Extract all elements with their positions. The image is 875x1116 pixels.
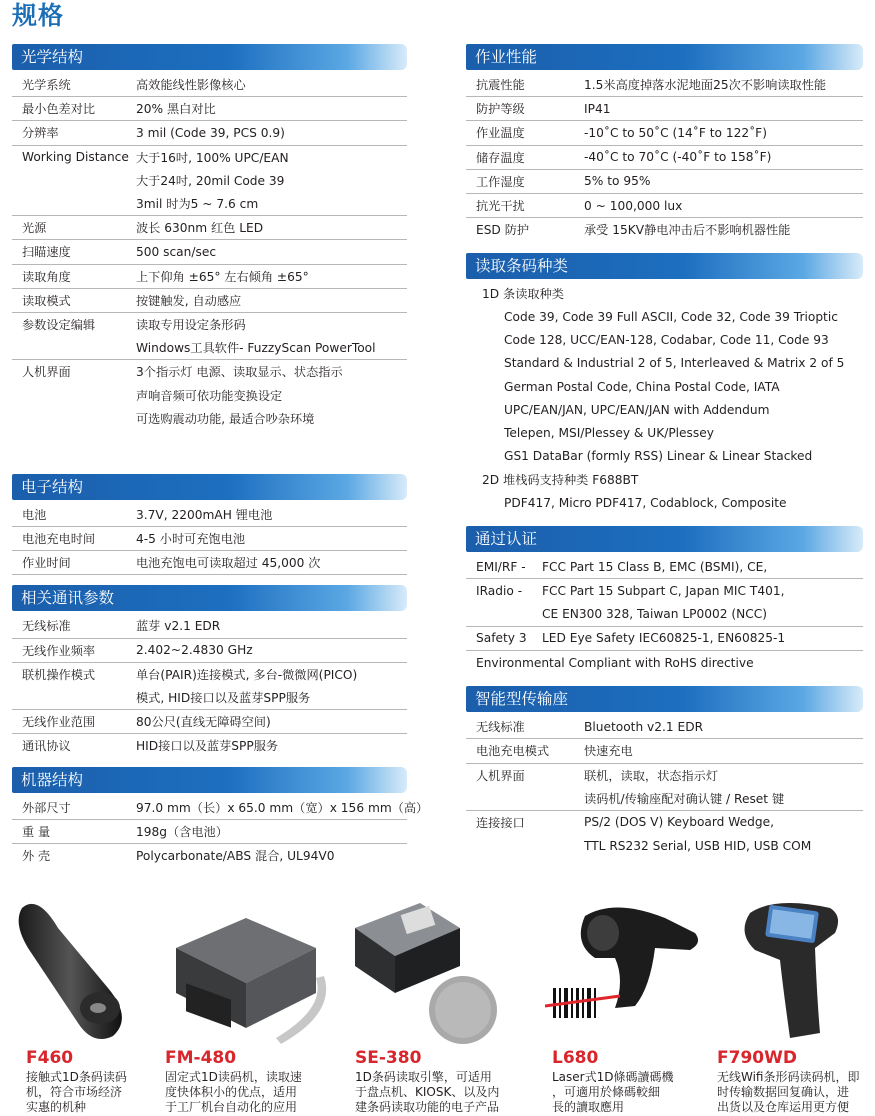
spec-line	[12, 265, 407, 288]
spec-line	[12, 216, 407, 239]
spec-line	[466, 97, 863, 120]
spec-value: FCC Part 15 Subpart C, Japan MIC T401,	[542, 583, 785, 598]
spec-line	[12, 614, 407, 637]
spec-line	[12, 527, 407, 550]
spec-line	[12, 734, 407, 757]
spec-key: 读取角度	[22, 269, 71, 284]
product-strip	[0, 888, 875, 1116]
spec-key: 工作湿度	[476, 174, 525, 189]
spec-value: -10˚C to 50˚C (14˚F to 122˚F)	[584, 125, 767, 140]
spec-value: 1.5米高度掉落水泥地面25次不影响读取性能	[584, 78, 827, 93]
spec-row	[466, 764, 863, 811]
spec-section	[12, 767, 429, 868]
section-heading: 读取条码种类	[466, 253, 863, 279]
spec-key: 分辨率	[22, 126, 59, 141]
barcode-types-section	[466, 253, 863, 514]
spec-value: Environmental Compliant with RoHS directive	[476, 655, 754, 670]
product-l680	[545, 888, 705, 1048]
spec-line	[12, 169, 407, 192]
spec-value: Polycarbonate/ABS 混合, UL94V0	[136, 848, 335, 863]
spec-row	[12, 313, 407, 360]
spec-key: Working Distance	[22, 150, 129, 165]
spec-row	[466, 170, 863, 194]
spec-value: 波长 630nm 红色 LED	[136, 221, 264, 236]
spec-line	[12, 121, 407, 144]
barcode-1d-line: GS1 DataBar (formly RSS) Linear & Linear Stacked	[504, 449, 813, 464]
spec-line	[466, 787, 863, 810]
page-title: 规格	[12, 1, 65, 30]
spec-line	[12, 796, 429, 819]
spec-line	[466, 811, 863, 834]
spec-value: 声响音频可依功能变换设定	[136, 388, 283, 403]
spec-key: 无线作业范围	[22, 715, 96, 730]
spec-line	[466, 627, 863, 650]
spec-row	[466, 73, 863, 97]
spec-key: 无线标准	[476, 720, 525, 735]
spec-row	[466, 555, 863, 579]
section-heading: 机器结构	[12, 767, 407, 793]
spec-line	[12, 146, 407, 169]
spec-value: 3mil 时为5 ~ 7.6 cm	[136, 197, 259, 212]
spec-line	[12, 663, 407, 686]
spec-value: 按键触发, 自动感应	[136, 293, 242, 308]
spec-key: 连接接口	[476, 815, 525, 830]
spec-key: 无线作业频率	[22, 643, 96, 658]
spec-row	[12, 844, 407, 867]
spec-key: 人机界面	[22, 365, 71, 380]
spec-row	[12, 289, 407, 313]
product-f460	[8, 888, 138, 1043]
section-heading: 通过认证	[466, 526, 863, 552]
spec-row	[466, 218, 863, 241]
spec-line	[466, 715, 863, 738]
spec-row	[466, 97, 863, 121]
spec-line	[466, 555, 863, 578]
barcode-2d-line: PDF417, Micro PDF417, Codablock, Composite	[504, 495, 787, 510]
spec-row	[12, 216, 407, 240]
spec-line	[12, 73, 407, 96]
spec-value: FCC Part 15 Class B, EMC (BSMI), CE,	[542, 559, 768, 574]
product-name-l680: L680	[552, 1048, 599, 1068]
spec-line	[466, 73, 863, 96]
spec-row	[12, 146, 407, 217]
spec-line	[12, 551, 407, 574]
spec-key: 作业温度	[476, 126, 525, 141]
spec-value: 20% 黑白对比	[136, 102, 216, 117]
spec-line	[12, 686, 407, 709]
spec-key: ESD 防护	[476, 223, 530, 238]
spec-key: 扫瞄速度	[22, 245, 71, 260]
section-heading: 光学结构	[12, 44, 407, 70]
spec-value: 198g（含电池）	[136, 824, 228, 839]
spec-row	[12, 503, 407, 527]
spec-row	[466, 651, 863, 674]
product-desc-fm480: 固定式1D读码机，读取速 度快体积小的优点，适用 于工厂机台自动化的应用	[165, 1070, 302, 1114]
spec-value: Windows工具软件- FuzzyScan PowerTool	[136, 341, 376, 356]
spec-section	[12, 44, 407, 430]
spec-line	[466, 603, 863, 626]
spec-key: 读取模式	[22, 293, 71, 308]
spec-section	[466, 526, 863, 674]
spec-key: Safety 3	[476, 631, 527, 646]
spec-row	[12, 97, 407, 121]
spec-line	[12, 639, 407, 662]
barcode-2d-heading: 2D 堆栈码支持种类 F688BT	[482, 472, 639, 487]
spec-value: 承受 15KV静电冲击后不影响机器性能	[584, 223, 791, 238]
spec-value: 读码机/传输座配对确认键 / Reset 键	[584, 791, 785, 806]
spec-value: 快速充电	[584, 744, 633, 759]
spec-value: 3个指示灯 电源、读取显示、状态指示	[136, 365, 343, 380]
spec-row	[12, 360, 407, 430]
product-desc-se380: 1D条码读取引擎，可适用 于盘点机、KIOSK、以及内 建条码读取功能的电子产品	[355, 1070, 500, 1114]
spec-line	[12, 313, 407, 336]
right-column	[466, 44, 863, 857]
spec-line	[12, 240, 407, 263]
spec-row	[12, 240, 407, 264]
spec-value: 3.7V, 2200mAH 锂电池	[136, 507, 273, 522]
spec-key: IRadio -	[476, 583, 523, 598]
spec-key: 外部尺寸	[22, 800, 71, 815]
spec-value: 500 scan/sec	[136, 244, 217, 259]
spec-key: 重 量	[22, 824, 51, 839]
spec-value: 联机，读取，状态指示灯	[584, 768, 719, 783]
spec-value: 蓝芽 v2.1 EDR	[136, 619, 221, 634]
barcode-1d-line: Telepen, MSI/Plessey & UK/Plessey	[504, 426, 714, 441]
spec-value: TTL RS232 Serial, USB HID, USB COM	[584, 838, 812, 853]
spec-key: 最小色差对比	[22, 102, 96, 117]
spec-row	[466, 194, 863, 218]
section-heading: 相关通讯参数	[12, 585, 407, 611]
spec-section	[12, 585, 407, 757]
spec-row	[12, 527, 407, 551]
spec-row	[466, 739, 863, 763]
spec-value: 大于16吋, 100% UPC/EAN	[136, 150, 289, 165]
l680-scanner-image	[545, 888, 705, 1048]
spec-line	[12, 503, 407, 526]
spec-line	[12, 360, 407, 383]
spec-value: 读取专用设定条形码	[136, 317, 246, 332]
spec-key: 电池充电时间	[22, 532, 96, 547]
spec-row	[12, 551, 407, 575]
spec-line	[12, 710, 407, 733]
spec-key: 联机操作模式	[22, 667, 96, 682]
spec-section	[466, 44, 863, 241]
spec-line	[12, 336, 407, 359]
barcode-1d-line: Code 39, Code 39 Full ASCII, Code 32, Code 39 Trioptic	[504, 310, 838, 325]
spec-line	[466, 739, 863, 762]
spec-value: 可选购震动功能, 最适合吵杂环境	[136, 411, 315, 426]
spec-row	[12, 121, 407, 145]
spec-key: 外 壳	[22, 848, 51, 863]
spec-value: LED Eye Safety IEC60825-1, EN60825-1	[542, 631, 786, 646]
spec-key: EMI/RF -	[476, 559, 526, 574]
section-heading: 电子结构	[12, 474, 407, 500]
spec-line	[466, 764, 863, 787]
spec-key: 参数设定编辑	[22, 317, 96, 332]
spec-line	[12, 97, 407, 120]
spec-row	[466, 146, 863, 170]
spec-row	[12, 734, 407, 757]
spec-key: 光学系统	[22, 78, 71, 93]
spec-value: 高效能线性影像核心	[136, 78, 246, 93]
spec-line	[466, 651, 863, 674]
spec-line	[466, 170, 863, 193]
spec-line	[12, 192, 407, 215]
spec-row	[12, 820, 407, 844]
spec-row	[466, 121, 863, 145]
section-heading: 作业性能	[466, 44, 863, 70]
spec-value: 97.0 mm（长）x 65.0 mm（宽）x 156 mm（高）	[136, 800, 429, 815]
left-column	[12, 44, 429, 867]
se380-engine-image	[345, 888, 505, 1048]
spec-value: 模式, HID接口以及蓝芽SPP服务	[136, 691, 311, 706]
f790wd-scanner-image	[725, 888, 865, 1048]
barcode-1d-line: German Postal Code, China Postal Code, IATA	[504, 379, 780, 394]
spec-line	[466, 146, 863, 169]
spec-line	[12, 383, 407, 406]
barcode-1d-line: UPC/EAN/JAN, UPC/EAN/JAN with Addendum	[504, 402, 770, 417]
spec-key: 防护等级	[476, 102, 525, 117]
spec-line	[466, 218, 863, 241]
spec-value: 上下仰角 ±65° 左右倾角 ±65°	[136, 269, 309, 284]
spec-line	[466, 579, 863, 602]
spec-row	[12, 710, 407, 734]
product-desc-f460: 接触式1D条码读码 机，符合市场经济 实惠的机种	[26, 1070, 127, 1114]
product-name-f460: F460	[26, 1048, 74, 1068]
spec-value: 2.402~2.4830 GHz	[136, 643, 253, 658]
product-desc-f790wd: 无线Wifi条形码读码机，即 时传输数据回复确认，进 出货以及仓库运用更方便	[717, 1070, 860, 1114]
barcode-1d-line: Standard & Industrial 2 of 5, Interleaved & Matrix 2 of 5	[504, 356, 845, 371]
spec-row	[12, 663, 407, 710]
spec-value: Bluetooth v2.1 EDR	[584, 719, 704, 734]
spec-row	[12, 614, 407, 638]
spec-row	[12, 265, 407, 289]
product-f790wd	[725, 888, 865, 1048]
barcode-1d-heading: 1D 条读取种类	[482, 287, 564, 302]
section-heading: 智能型传输座	[466, 686, 863, 712]
spec-value: HID接口以及蓝芽SPP服务	[136, 739, 279, 754]
spec-line	[466, 194, 863, 217]
spec-row	[466, 715, 863, 739]
product-fm480	[166, 888, 336, 1048]
spec-key: 人机界面	[476, 768, 525, 783]
spec-value: 单台(PAIR)连接模式, 多台-微微网(PICO)	[136, 667, 358, 682]
spec-value: 80公尺(直线无障碍空间)	[136, 715, 271, 730]
spec-row	[466, 811, 863, 857]
product-desc-l680: Laser式1D條碼讀碼機 ，可適用於條碼較細 長的讀取應用	[552, 1070, 674, 1114]
spec-row	[12, 639, 407, 663]
spec-key: 抗震性能	[476, 78, 525, 93]
spec-value: 0 ~ 100,000 lux	[584, 198, 683, 213]
spec-row	[12, 73, 407, 97]
spec-key: 作业时间	[22, 556, 71, 571]
spec-section	[12, 474, 407, 576]
spec-value: -40˚C to 70˚C (-40˚F to 158˚F)	[584, 150, 772, 165]
spec-value: 4-5 小时可充饱电池	[136, 532, 246, 547]
spec-line	[12, 289, 407, 312]
spec-value: IP41	[584, 101, 611, 116]
spec-row	[466, 579, 863, 626]
product-se380	[345, 888, 505, 1048]
spec-key: 抗光干扰	[476, 199, 525, 214]
spec-row	[12, 796, 429, 820]
fm480-scanner-image	[166, 888, 336, 1048]
product-name-se380: SE-380	[355, 1048, 422, 1068]
spec-line	[12, 820, 407, 843]
spec-line	[12, 844, 407, 867]
spec-line	[466, 834, 863, 857]
product-name-f790wd: F790WD	[717, 1048, 797, 1068]
spec-value: CE EN300 328, Taiwan LP0002 (NCC)	[542, 607, 768, 622]
spec-value: 电池充饱电可读取超过 45,000 次	[136, 556, 321, 571]
spec-key: 电池	[22, 507, 47, 522]
spec-value: 5% to 95%	[584, 174, 651, 189]
barcode-1d-line: Code 128, UCC/EAN-128, Codabar, Code 11, Code 93	[504, 333, 829, 348]
spec-line	[466, 121, 863, 144]
spec-key: 光源	[22, 221, 47, 236]
spec-line	[12, 407, 407, 430]
spec-value: PS/2 (DOS V) Keyboard Wedge,	[584, 815, 774, 830]
spec-value: 大于24吋, 20mil Code 39	[136, 173, 285, 188]
spec-key: 无线标准	[22, 619, 71, 634]
spec-value: 3 mil (Code 39, PCS 0.9)	[136, 125, 285, 140]
spec-row	[466, 627, 863, 651]
product-name-fm480: FM-480	[165, 1048, 237, 1068]
spec-key: 电池充电模式	[476, 744, 550, 759]
spec-key: 储存温度	[476, 150, 525, 165]
f460-scanner-image	[8, 888, 138, 1043]
spec-section	[466, 686, 863, 857]
spec-key: 通讯协议	[22, 739, 71, 754]
